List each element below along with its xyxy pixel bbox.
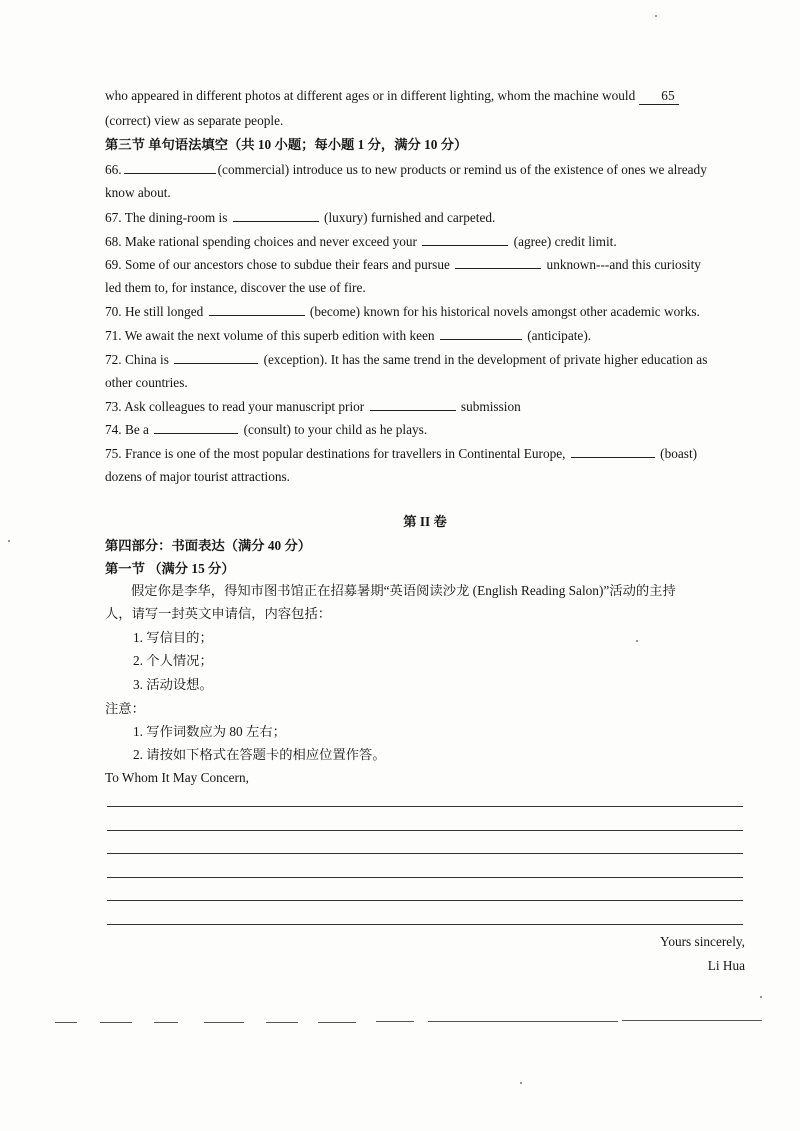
scan-speck bbox=[760, 996, 762, 998]
cut-line-segment bbox=[154, 1022, 178, 1023]
question-67 bbox=[105, 209, 745, 226]
question-69-cont: led them to, for instance, discover the use of fire. bbox=[105, 280, 366, 295]
question-72 bbox=[105, 351, 745, 368]
part4-heading: 第四部分：书面表达（满分 40 分） bbox=[105, 538, 312, 553]
cut-line-segment bbox=[376, 1021, 414, 1022]
cut-line-segment bbox=[55, 1022, 77, 1023]
question-70 bbox=[105, 303, 745, 320]
writing-line[interactable] bbox=[107, 830, 743, 831]
notes-heading: 注意： bbox=[105, 701, 145, 716]
scan-speck bbox=[655, 15, 657, 17]
cut-line-segment bbox=[622, 1020, 762, 1021]
q69-text-a: 69. Some of our ancestors chose to subdue their fears and pursue bbox=[105, 257, 450, 272]
q74-text-a: 74. Be a bbox=[105, 422, 149, 437]
writing-line[interactable] bbox=[107, 806, 743, 807]
signature: Li Hua bbox=[707, 958, 745, 973]
q68-blank[interactable] bbox=[422, 233, 508, 246]
part4-section1: 第一节 （满分 15 分） bbox=[105, 561, 235, 576]
q72-text-b: (exception). It has the same trend in the development of private higher education as bbox=[263, 352, 708, 367]
question-72-cont: other countries. bbox=[105, 375, 188, 390]
question-66-cont: know about. bbox=[105, 185, 171, 200]
q75-text-b: (boast) bbox=[660, 446, 698, 461]
q75-blank[interactable] bbox=[571, 445, 655, 458]
q75-text-a: 75. France is one of the most popular destinations for travellers in Continental Europe, bbox=[105, 446, 566, 461]
continued-line-1 bbox=[105, 88, 745, 105]
prompt-line-1: 假定你是李华，得知市图书馆正在招募暑期“英语阅读沙龙 (English Reading Salon)”活动的主持 bbox=[131, 583, 676, 598]
q71-text-a: 71. We await the next volume of this superb edition with keen bbox=[105, 328, 435, 343]
note-1: 1. 写作词数应为 80 左右； bbox=[133, 724, 286, 739]
salutation: To Whom It May Concern, bbox=[105, 770, 249, 785]
writing-line[interactable] bbox=[107, 853, 743, 854]
q74-blank[interactable] bbox=[154, 421, 238, 434]
cut-line-segment bbox=[100, 1022, 132, 1023]
question-71 bbox=[105, 327, 745, 344]
q67-blank[interactable] bbox=[233, 209, 319, 222]
writing-line[interactable] bbox=[107, 877, 743, 878]
q70-blank[interactable] bbox=[209, 303, 305, 316]
q69-blank[interactable] bbox=[455, 256, 541, 269]
q66-blank[interactable] bbox=[124, 161, 216, 174]
closing: Yours sincerely, bbox=[660, 934, 745, 949]
question-69 bbox=[105, 256, 745, 273]
point-3: 3. 活动设想。 bbox=[133, 677, 213, 692]
scan-speck bbox=[636, 640, 638, 642]
q70-text-b: (become) known for his historical novels amongst other academic works. bbox=[309, 304, 700, 319]
q72-text-a: 72. China is bbox=[105, 352, 169, 367]
section3-heading: 第三节 单句语法填空（共 10 小题；每小题 1 分，满分 10 分） bbox=[105, 137, 468, 152]
answer-65: 65 bbox=[639, 88, 679, 105]
volume-2-title: 第 II 卷 bbox=[403, 514, 447, 529]
note-2: 2. 请按如下格式在答题卡的相应位置作答。 bbox=[133, 747, 386, 762]
q72-blank[interactable] bbox=[174, 351, 258, 364]
cut-line-segment bbox=[204, 1022, 244, 1023]
q68-text-b: (agree) credit limit. bbox=[513, 234, 617, 249]
q74-text-b: (consult) to your child as he plays. bbox=[243, 422, 428, 437]
continued-text: who appeared in different photos at different ages or in different lighting, whom the machine would bbox=[105, 88, 636, 103]
question-75-cont: dozens of major tourist attractions. bbox=[105, 469, 291, 484]
q71-text-b: (anticipate). bbox=[527, 328, 592, 343]
q73-text-a: 73. Ask colleagues to read your manuscript prior bbox=[105, 399, 365, 414]
question-73 bbox=[105, 398, 745, 415]
question-74 bbox=[105, 421, 745, 438]
q68-text-a: 68. Make rational spending choices and never exceed your bbox=[105, 234, 417, 249]
writing-line[interactable] bbox=[107, 924, 743, 925]
cut-line-segment bbox=[428, 1021, 618, 1022]
question-66 bbox=[105, 161, 745, 178]
cut-line-segment bbox=[318, 1022, 356, 1023]
continued-line-2: (correct) view as separate people. bbox=[105, 113, 284, 128]
q69-text-b: unknown---and this curiosity bbox=[546, 257, 701, 272]
question-75 bbox=[105, 445, 745, 462]
writing-line[interactable] bbox=[107, 900, 743, 901]
scan-speck bbox=[520, 1082, 522, 1084]
point-2: 2. 个人情况； bbox=[133, 653, 213, 668]
q73-text-b: submission bbox=[460, 399, 521, 414]
q71-blank[interactable] bbox=[440, 327, 522, 340]
prompt-line-2: 人，请写一封英文申请信，内容包括： bbox=[105, 606, 332, 621]
q73-blank[interactable] bbox=[370, 398, 456, 411]
question-68 bbox=[105, 233, 745, 250]
cut-line-segment bbox=[266, 1022, 298, 1023]
scan-speck bbox=[8, 540, 10, 542]
q67-text-b: (luxury) furnished and carpeted. bbox=[324, 210, 496, 225]
q66-number: 66. bbox=[105, 162, 122, 177]
q66-text: (commercial) introduce us to new products or remind us of the existence of ones we already bbox=[217, 162, 707, 177]
q67-text-a: 67. The dining-room is bbox=[105, 210, 228, 225]
q70-text-a: 70. He still longed bbox=[105, 304, 204, 319]
point-1: 1. 写信目的； bbox=[133, 630, 213, 645]
